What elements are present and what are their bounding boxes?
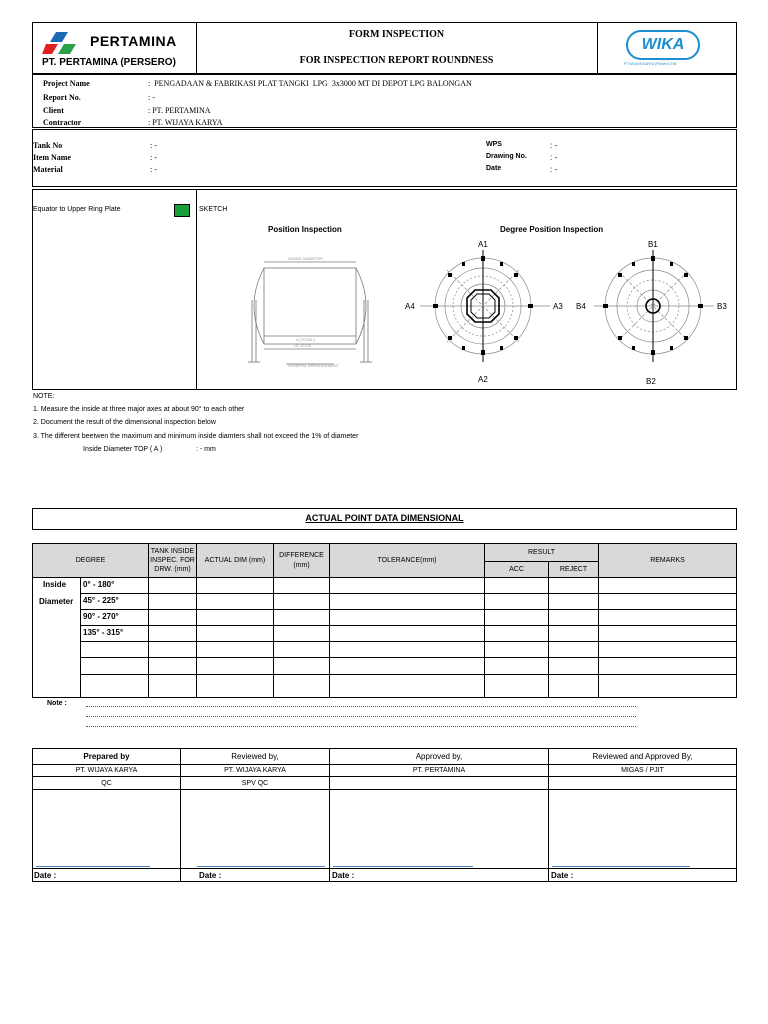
- client-label: Client: [43, 106, 64, 115]
- row-line-3: [80, 625, 737, 626]
- date-label: Date: [486, 165, 502, 172]
- note-line-3: [86, 726, 636, 727]
- sig-date-1: Date :: [34, 871, 57, 880]
- row-line-6: [80, 674, 737, 675]
- row-line-2: [80, 609, 737, 610]
- position-inspection-title: Position Inspection: [268, 225, 342, 234]
- degree-row-4: 135° - 315°: [83, 628, 124, 637]
- drawing-no-label: Drawing No.: [486, 153, 527, 160]
- label-b2: B2: [646, 377, 656, 386]
- sig-company-4: MIGAS / PJIT: [621, 767, 664, 774]
- row-line-5: [80, 657, 737, 658]
- label-a3: A3: [553, 302, 563, 311]
- signature-line-2: [197, 866, 325, 867]
- equator-label: Equator to Upper Ring Plate: [33, 206, 121, 213]
- contractor-value: : PT. WIJAYA KARYA: [148, 118, 223, 127]
- note-label: Note :: [47, 700, 67, 707]
- sig-company-3: PT. PERTAMINA: [412, 767, 466, 774]
- signature-line-4: [552, 866, 690, 867]
- report-no-value: : -: [148, 93, 155, 102]
- project-name-label: Project Name: [43, 79, 90, 88]
- client-value: : PT. PERTAMINA: [148, 106, 211, 115]
- header-acc: ACC: [509, 566, 524, 573]
- label-b1: B1: [648, 240, 658, 249]
- sig-date-4: Date :: [551, 871, 574, 880]
- date-value: : -: [550, 165, 558, 174]
- project-name-value: : PENGADAAN & FABRIKASI PLAT TANGKI LPG 3x3000 MT DI DEPOT LPG BALONGAN: [148, 79, 472, 88]
- sig-role-2: Reviewed by,: [231, 752, 279, 761]
- report-no-label: Report No.: [43, 93, 81, 102]
- signature-line-1: [36, 866, 150, 867]
- form-title: FORM INSPECTION: [348, 29, 445, 40]
- sketch-divider: [196, 189, 197, 390]
- tank-drawing: [240, 250, 380, 372]
- sig-row-4: [32, 868, 737, 869]
- wika-logo: [620, 28, 710, 70]
- sig-date-3: Date :: [332, 871, 355, 880]
- row-line-4: [80, 641, 737, 642]
- sig-role-1: Prepared by: [83, 752, 130, 761]
- wps-value: : -: [550, 141, 558, 150]
- pertamina-logo-icon: [42, 30, 82, 56]
- form-subtitle: FOR INSPECTION REPORT ROUNDNESS: [299, 55, 494, 66]
- material-label: Material: [33, 165, 63, 174]
- degree-diagram-a: [420, 250, 550, 362]
- inside-diameter-value: : - mm: [196, 446, 216, 453]
- header-divider-2: [597, 22, 598, 74]
- sketch-label: SKETCH: [199, 206, 228, 213]
- svg-text:INSIDE DIAMETER: INSIDE DIAMETER: [288, 256, 324, 261]
- tank-no-value: : -: [150, 141, 157, 150]
- drawing-no-value: : -: [550, 153, 558, 162]
- sig-position-2: SPV QC: [241, 779, 269, 787]
- note-item-2: 2. Document the result of the dimensional inspection below: [33, 419, 216, 426]
- inside-label: Inside: [43, 580, 67, 589]
- tank-no-label: Tank No: [33, 141, 63, 150]
- item-name-value: : -: [150, 153, 157, 162]
- svg-text:LE 10720: LE 10720: [294, 343, 312, 348]
- degree-diagram-b: [594, 250, 714, 366]
- company-name: PT. PERTAMINA (PERSERO): [42, 57, 176, 68]
- label-a4: A4: [405, 302, 415, 311]
- wika-logo-badge: [626, 30, 700, 60]
- wika-logo-text: WIKA: [641, 36, 685, 53]
- note-item-1: 1. Measure the inside at three major axes at about 90° to each other: [33, 406, 245, 413]
- pertamina-logo-text: PERTAMINA: [90, 33, 177, 49]
- label-b3: B3: [717, 302, 727, 311]
- degree-position-title: Degree Position Inspection: [500, 225, 604, 234]
- degree-row-3: 90° - 270°: [83, 612, 119, 621]
- header-result: RESULT: [527, 549, 556, 556]
- note-line-2: [86, 716, 636, 717]
- svg-text:A (TOTAL): A (TOTAL): [296, 337, 315, 342]
- contractor-label: Contractor: [43, 118, 82, 127]
- sig-role-4: Reviewed and Approved By,: [592, 752, 693, 761]
- item-name-label: Item Name: [33, 153, 71, 162]
- col-line-6: [548, 561, 549, 698]
- tank-box: [32, 129, 737, 187]
- header-tank-inside: TANK INSIDE INSPEC. FOR DRW. (mm): [150, 548, 195, 573]
- label-a1: A1: [478, 240, 488, 249]
- degree-row-1: 0° - 180°: [83, 580, 115, 589]
- label-a2: A2: [478, 375, 488, 384]
- row-line-1: [80, 593, 737, 594]
- note-title: NOTE:: [33, 393, 55, 400]
- equator-swatch: [174, 204, 190, 217]
- signature-line-3: [333, 866, 473, 867]
- note-line-1: [86, 706, 636, 707]
- header-reject: REJECT: [559, 566, 588, 573]
- degree-row-2: 45° - 225°: [83, 596, 119, 605]
- table-section-title: ACTUAL POINT DATA DIMENSIONAL: [305, 513, 464, 523]
- header-degree: DEGREE: [75, 557, 106, 564]
- col-line-0: [80, 577, 81, 698]
- sig-company-1: PT. WIJAYA KARYA: [75, 767, 138, 774]
- header-difference: DIFFERENCE (mm): [279, 551, 324, 569]
- inside-diameter-label: Inside Diameter TOP ( A ): [83, 446, 163, 453]
- wps-label: WPS: [486, 141, 502, 148]
- sig-row-3: [32, 789, 737, 790]
- sig-date-2: Date :: [199, 871, 222, 880]
- wika-sub: PT WIJAYA KARYA (Persero) Tbk.: [624, 62, 678, 66]
- svg-text:GENERAL ARRANGEMENT: GENERAL ARRANGEMENT: [288, 363, 339, 368]
- sig-company-2: PT. WIJAYA KARYA: [224, 767, 286, 774]
- header-bottom-line: [32, 577, 737, 578]
- header-remarks: REMARKS: [650, 557, 685, 564]
- diameter-label: Diameter: [39, 597, 74, 606]
- sig-position-1: QC: [101, 779, 112, 787]
- sig-role-3: Approved by,: [415, 752, 463, 761]
- label-b4: B4: [576, 302, 586, 311]
- pertamina-logo: [42, 30, 192, 70]
- header-tolerance: TOLERANCE(mm): [377, 557, 437, 564]
- material-value: : -: [150, 165, 157, 174]
- note-item-3: 3. The different beetwen the maximum and minimum inside diamters shall not exceed the 1% of diameter: [33, 433, 359, 440]
- header-actual-dim: ACTUAL DIM (mm): [204, 557, 266, 564]
